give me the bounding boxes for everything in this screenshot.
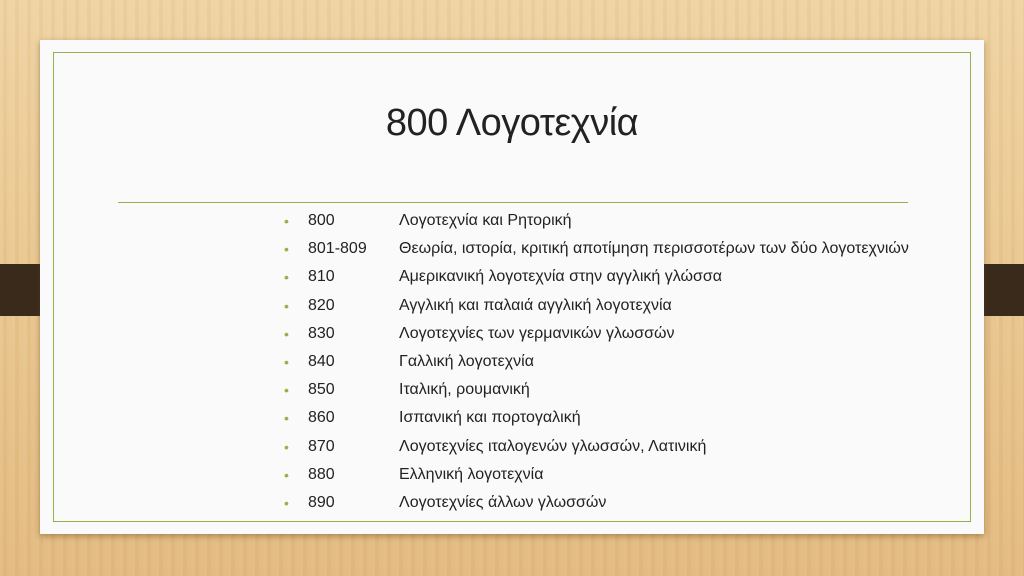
title-divider — [118, 202, 908, 203]
item-description: Αμερικανική λογοτεχνία στην αγγλική γλώσσα — [399, 268, 722, 286]
item-description: Ελληνική λογοτεχνία — [399, 465, 544, 483]
bullet-icon: • — [284, 466, 289, 483]
bullet-icon: • — [284, 325, 289, 342]
item-description: Λογοτεχνίες ιταλογενών γλωσσών, Λατινική — [399, 437, 707, 455]
slide-card — [40, 40, 984, 534]
item-description: Αγγλική και παλαιά αγγλική λογοτεχνία — [399, 296, 672, 314]
item-code: 830 — [308, 324, 335, 342]
bullet-icon: • — [284, 241, 289, 258]
bullet-icon: • — [284, 297, 289, 314]
item-code: 801-809 — [308, 240, 367, 258]
item-description: Γαλλική λογοτεχνία — [399, 352, 534, 370]
item-code: 890 — [308, 493, 335, 511]
bullet-icon: • — [284, 213, 289, 229]
item-description: Θεωρία, ιστορία, κριτική αποτίμηση περισσοτέρων των δύο λογοτεχνιών — [399, 240, 909, 258]
item-code: 820 — [308, 296, 335, 314]
item-description: Λογοτεχνία και Ρητορική — [399, 212, 572, 229]
item-code: 840 — [308, 352, 335, 370]
item-description: Ισπανική και πορτογαλική — [399, 409, 581, 427]
bullet-icon: • — [284, 382, 289, 399]
item-code: 880 — [308, 465, 335, 483]
item-description: Ιταλική, ρουμανική — [399, 381, 530, 399]
item-code: 800 — [308, 212, 335, 229]
bullet-icon: • — [284, 269, 289, 286]
bullet-icon: • — [284, 438, 289, 455]
item-description: Λογοτεχνίες των γερμανικών γλωσσών — [399, 324, 675, 342]
bullet-icon: • — [284, 410, 289, 427]
bullet-icon: • — [284, 353, 289, 370]
item-description: Λογοτεχνίες άλλων γλωσσών — [399, 493, 607, 511]
slide-title: 800 Λογοτεχνία — [385, 102, 639, 144]
item-code: 850 — [308, 381, 335, 399]
bullet-icon: • — [284, 494, 289, 511]
item-code: 810 — [308, 268, 335, 286]
item-code: 860 — [308, 409, 335, 427]
item-code: 870 — [308, 437, 335, 455]
